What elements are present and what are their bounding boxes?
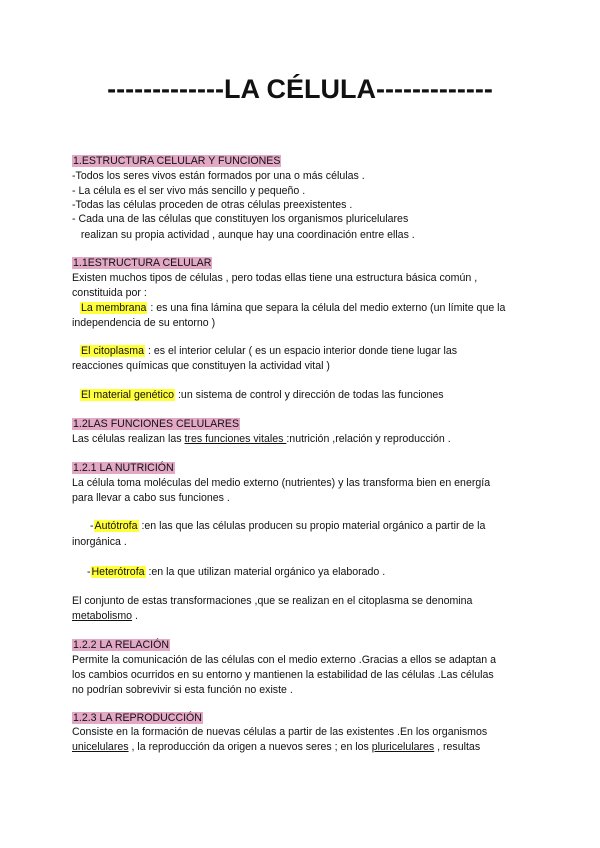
section-1-2-heading: 1.2LAS FUNCIONES CELULARES <box>73 418 240 430</box>
s122-paragraph-3: no podrían sobrevivir si esta función no existe . <box>72 684 293 696</box>
s122-paragraph-1: Permite la comunicación de las células con el medio externo .Gracias a ellos se adaptan a <box>72 654 496 666</box>
heterotrofa-definition: :en la que utilizan material orgánico ya elaborado . <box>145 566 386 578</box>
s122-paragraph-2: los cambios ocurridos en su entorno y mantienen la estabilidad de las células .Las células <box>72 669 494 681</box>
citoplasma-term: El citoplasma <box>81 345 144 357</box>
s1-bullet-4-cont: realizan su propia actividad , aunque hay una coordinación entre ellas . <box>72 229 415 241</box>
section-1-heading-line <box>72 154 281 168</box>
section-1-2-3-heading-line <box>72 711 203 725</box>
tres-funciones-vitales-link: tres funciones vitales <box>184 433 287 445</box>
unicelulares-link: unicelulares <box>72 741 129 753</box>
section-1-heading: 1.ESTRUCTURA CELULAR Y FUNCIONES <box>73 155 281 167</box>
s11-paragraph-1: Existen muchos tipos de células , pero todas ellas tiene una estructura básica común , <box>72 272 478 284</box>
s11-genetico-line <box>80 388 444 402</box>
s123-text-end: , resultas <box>434 741 481 753</box>
s121-conclusion-1: El conjunto de estas transformaciones ,que se realizan en el citoplasma se denomina <box>72 595 473 607</box>
section-1-2-3-heading: 1.2.3 LA REPRODUCCIÓN <box>73 712 202 724</box>
s1-bullet-1: -Todos los seres vivos están formados por una o más células . <box>72 170 365 182</box>
s121-paragraph-1: La célula toma moléculas del medio externo (nutrientes) y las transforma bien en energía <box>72 477 491 489</box>
s11-membrana-line-2: independencia de su entorno ) <box>72 317 216 329</box>
s11-citoplasma-line <box>80 344 457 358</box>
document-title: -------------LA CÉLULA------------- <box>107 74 493 104</box>
membrana-definition: : es una fina lámina que separa la célula del medio externo (un límite que la <box>147 302 506 314</box>
section-1-2-2-heading: 1.2.2 LA RELACIÓN <box>73 639 169 651</box>
citoplasma-definition: : es el interior celular ( es un espacio interior donde tiene lugar las <box>145 345 458 357</box>
s1-bullet-3: -Todas las células proceden de otras células preexistentes . <box>72 199 353 211</box>
heterotrofa-term: Heterótrofa <box>91 566 145 578</box>
metabolismo-link: metabolismo <box>72 610 133 622</box>
s11-citoplasma-line-2: reacciones químicas que constituyen la actividad vital ) <box>72 360 330 372</box>
membrana-term: La membrana <box>81 302 147 314</box>
s123-paragraph-2 <box>72 740 480 754</box>
metabolismo-end: . <box>132 610 138 622</box>
s1-bullet-4: - Cada una de las células que constituyen los organismos pluricelulares <box>72 213 409 225</box>
section-1-1-heading: 1.1ESTRUCTURA CELULAR <box>73 257 212 269</box>
s12-paragraph <box>72 432 451 446</box>
heterotrofa-dash: - <box>87 566 91 578</box>
section-1-2-heading-line <box>72 417 240 431</box>
s123-paragraph-1: Consiste en la formación de nuevas células a partir de las existentes .En los organismos <box>72 726 488 738</box>
s123-text-mid: , la reproducción da origen a nuevos seres ; en los <box>128 741 372 753</box>
s121-autotrofa-line <box>90 519 485 533</box>
genetico-definition: :un sistema de control y dirección de todas las funciones <box>175 389 444 401</box>
s121-heterotrofa-line <box>87 565 385 579</box>
autotrofa-dash: - <box>90 520 94 532</box>
s11-membrana-line <box>80 301 505 315</box>
genetico-term: El material genético <box>81 389 175 401</box>
s11-paragraph-2: constituida por : <box>72 287 147 299</box>
s121-paragraph-2: para llevar a cabo sus funciones . <box>72 492 230 504</box>
autotrofa-term: Autótrofa <box>94 520 138 532</box>
section-1-1-heading-line <box>72 256 212 270</box>
s12-text-start: Las células realizan las <box>72 433 185 445</box>
section-1-2-1-heading: 1.2.1 LA NUTRICIÓN <box>73 462 174 474</box>
s121-autotrofa-line-2: inorgánica . <box>72 536 127 548</box>
pluricelulares-link: pluricelulares <box>371 741 435 753</box>
section-1-2-1-heading-line <box>72 461 175 475</box>
section-1-2-2-heading-line <box>72 638 170 652</box>
s121-conclusion-2 <box>72 609 138 623</box>
s1-bullet-2: - La célula es el ser vivo más sencillo y pequeño . <box>72 185 306 197</box>
autotrofa-definition: :en las que las células producen su propio material orgánico a partir de la <box>138 520 486 532</box>
s12-text-end: :nutrición ,relación y reproducción . <box>286 433 451 445</box>
